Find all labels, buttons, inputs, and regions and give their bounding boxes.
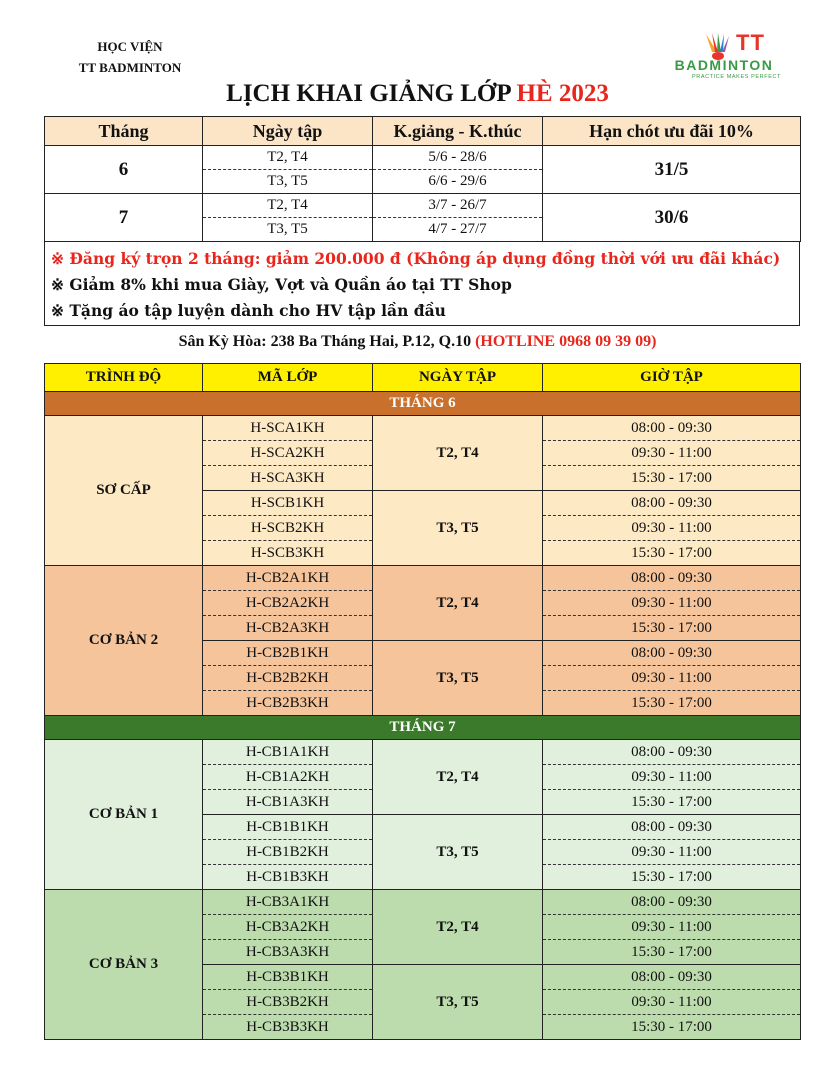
class-days: T3, T5 xyxy=(373,815,543,890)
schedule-days: T2, T4 xyxy=(203,146,373,170)
classes-header: TRÌNH ĐỘ xyxy=(45,364,203,392)
class-code: H-CB1B1KH xyxy=(203,815,373,840)
month-bar xyxy=(45,716,801,740)
class-row xyxy=(45,740,801,765)
schedule-table xyxy=(44,116,801,242)
classes-header: NGÀY TẬP xyxy=(373,364,543,392)
class-time: 08:00 - 09:30 xyxy=(543,491,801,516)
class-time: 08:00 - 09:30 xyxy=(543,566,801,591)
schedule-range: 5/6 - 28/6 xyxy=(373,146,543,170)
schedule-month: 6 xyxy=(45,146,203,194)
class-code: H-SCB1KH xyxy=(203,491,373,516)
class-time: 15:30 - 17:00 xyxy=(543,616,801,641)
month-label: THÁNG 6 xyxy=(45,392,801,416)
class-time: 09:30 - 11:00 xyxy=(543,516,801,541)
class-code: H-CB2A2KH xyxy=(203,591,373,616)
org-line-2: TT BADMINTON xyxy=(78,60,182,75)
class-time: 15:30 - 17:00 xyxy=(543,541,801,566)
schedule-header-row xyxy=(45,117,801,146)
note-line: ※ Tặng áo tập luyện dành cho HV tập lần đầu xyxy=(51,301,446,320)
class-time: 09:30 - 11:00 xyxy=(543,990,801,1015)
schedule-range: 3/7 - 26/7 xyxy=(373,194,543,218)
class-level: CƠ BẢN 2 xyxy=(45,566,203,716)
class-days: T2, T4 xyxy=(373,566,543,641)
class-code: H-CB1B3KH xyxy=(203,865,373,890)
promo-notes xyxy=(44,242,800,326)
note-line: ※ Đăng ký trọn 2 tháng: giảm 200.000 đ (Không áp dụng đồng thời với ưu đãi khác) xyxy=(51,249,781,268)
class-time: 09:30 - 11:00 xyxy=(543,765,801,790)
class-code: H-CB3B1KH xyxy=(203,965,373,990)
schedule-days: T3, T5 xyxy=(203,218,373,242)
class-code: H-CB2B2KH xyxy=(203,666,373,691)
org-name xyxy=(60,36,200,78)
note-line: ※ Giảm 8% khi mua Giày, Vợt và Quần áo tại TT Shop xyxy=(51,275,512,294)
schedule-range: 6/6 - 29/6 xyxy=(373,170,543,194)
classes-header: MÃ LỚP xyxy=(203,364,373,392)
org-line-1: HỌC VIỆN xyxy=(97,39,163,54)
class-level: CƠ BẢN 1 xyxy=(45,740,203,890)
class-code: H-CB3A1KH xyxy=(203,890,373,915)
class-code: H-SCA1KH xyxy=(203,416,373,441)
class-time: 15:30 - 17:00 xyxy=(543,466,801,491)
class-time: 15:30 - 17:00 xyxy=(543,865,801,890)
schedule-header: Hạn chót ưu đãi 10% xyxy=(543,117,801,146)
classes-header-row xyxy=(45,364,801,392)
class-time: 09:30 - 11:00 xyxy=(543,441,801,466)
venue-line xyxy=(0,333,835,351)
class-time: 09:30 - 11:00 xyxy=(543,840,801,865)
classes-header: GIỜ TẬP xyxy=(543,364,801,392)
hotline: (HOTLINE 0968 09 39 09) xyxy=(475,333,657,350)
class-days: T2, T4 xyxy=(373,890,543,965)
schedule-header: Ngày tập xyxy=(203,117,373,146)
class-days: T2, T4 xyxy=(373,416,543,491)
class-code: H-SCA3KH xyxy=(203,466,373,491)
month-bar xyxy=(45,392,801,416)
logo-tagline: PRACTICE MAKES PERFECT xyxy=(692,74,781,80)
class-time: 09:30 - 11:00 xyxy=(543,666,801,691)
class-time: 08:00 - 09:30 xyxy=(543,890,801,915)
class-level: CƠ BẢN 3 xyxy=(45,890,203,1040)
class-time: 09:30 - 11:00 xyxy=(543,591,801,616)
class-code: H-CB1B2KH xyxy=(203,840,373,865)
class-days: T3, T5 xyxy=(373,491,543,566)
class-code: H-CB3B2KH xyxy=(203,990,373,1015)
schedule-month: 7 xyxy=(45,194,203,242)
class-row xyxy=(45,566,801,591)
class-row xyxy=(45,890,801,915)
month-label: THÁNG 7 xyxy=(45,716,801,740)
class-code: H-CB3B3KH xyxy=(203,1015,373,1040)
class-days: T2, T4 xyxy=(373,740,543,815)
logo-word: BADMINTON xyxy=(674,57,774,73)
schedule-days: T2, T4 xyxy=(203,194,373,218)
class-time: 08:00 - 09:30 xyxy=(543,740,801,765)
schedule-header: Tháng xyxy=(45,117,203,146)
brand-logo xyxy=(662,30,786,80)
schedule-deadline: 31/5 xyxy=(543,146,801,194)
schedule-header: K.giảng - K.thúc xyxy=(373,117,543,146)
classes-body xyxy=(45,392,801,1040)
class-time: 15:30 - 17:00 xyxy=(543,1015,801,1040)
schedule-row xyxy=(45,146,801,170)
class-time: 15:30 - 17:00 xyxy=(543,790,801,815)
class-time: 15:30 - 17:00 xyxy=(543,691,801,716)
class-code: H-SCB2KH xyxy=(203,516,373,541)
schedule-range: 4/7 - 27/7 xyxy=(373,218,543,242)
class-code: H-CB2A1KH xyxy=(203,566,373,591)
title-highlight: HÈ 2023 xyxy=(516,80,609,107)
class-time: 08:00 - 09:30 xyxy=(543,641,801,666)
class-code: H-CB2A3KH xyxy=(203,616,373,641)
schedule-deadline: 30/6 xyxy=(543,194,801,242)
class-level: SƠ CẤP xyxy=(45,416,203,566)
class-code: H-CB3A2KH xyxy=(203,915,373,940)
class-time: 09:30 - 11:00 xyxy=(543,915,801,940)
page-title xyxy=(0,80,835,108)
class-time: 08:00 - 09:30 xyxy=(543,815,801,840)
classes-table xyxy=(44,363,801,1040)
venue-address: Sân Kỳ Hòa: 238 Ba Tháng Hai, P.12, Q.10 xyxy=(178,333,476,350)
class-code: H-CB2B3KH xyxy=(203,691,373,716)
class-code: H-CB2B1KH xyxy=(203,641,373,666)
class-time: 08:00 - 09:30 xyxy=(543,965,801,990)
class-time: 08:00 - 09:30 xyxy=(543,416,801,441)
class-days: T3, T5 xyxy=(373,965,543,1040)
class-code: H-SCA2KH xyxy=(203,441,373,466)
class-code: H-SCB3KH xyxy=(203,541,373,566)
class-time: 15:30 - 17:00 xyxy=(543,940,801,965)
class-code: H-CB3A3KH xyxy=(203,940,373,965)
class-days: T3, T5 xyxy=(373,641,543,716)
schedule-days: T3, T5 xyxy=(203,170,373,194)
logo-tt: TT xyxy=(736,30,765,55)
title-main: LỊCH KHAI GIẢNG LỚP xyxy=(226,80,517,107)
class-code: H-CB1A1KH xyxy=(203,740,373,765)
class-row xyxy=(45,416,801,441)
class-code: H-CB1A2KH xyxy=(203,765,373,790)
schedule-row xyxy=(45,194,801,218)
class-code: H-CB1A3KH xyxy=(203,790,373,815)
